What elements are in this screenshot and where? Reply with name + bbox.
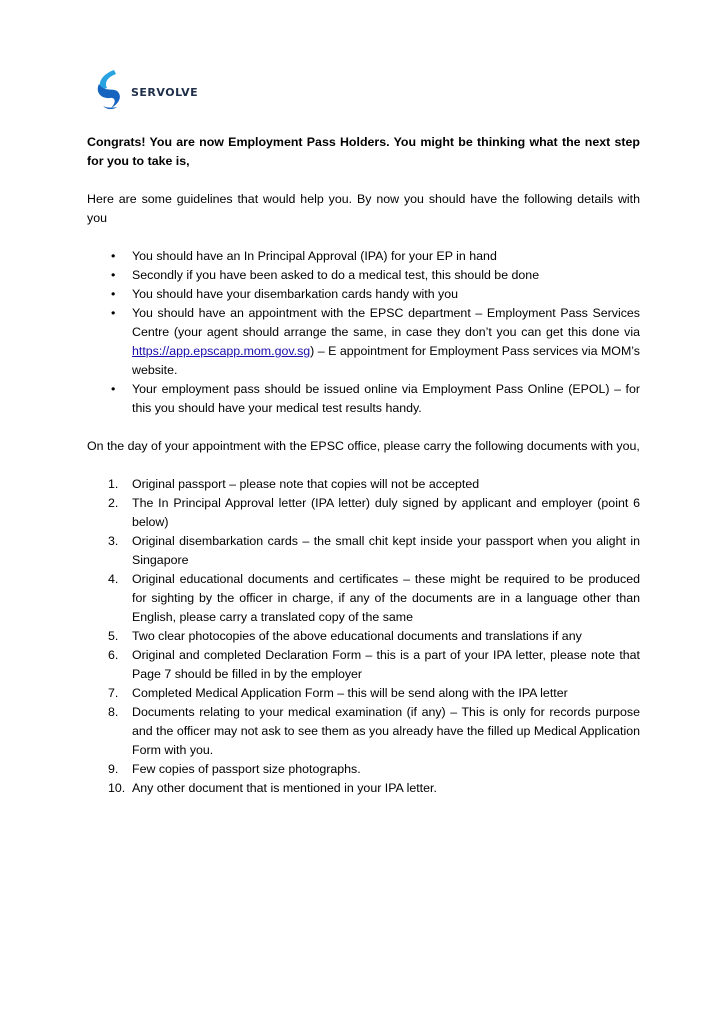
list-item: 2. The In Principal Approval letter (IPA letter) duly signed by applicant and employer (point 6 below) xyxy=(108,496,640,529)
list-item: • You should have an In Principal Approval (IPA) for your EP in hand xyxy=(87,247,640,266)
list-item: 6. Original and completed Declaration Form – this is a part of your IPA letter, please note that Page 7 should be filled in by the employer xyxy=(108,648,640,681)
list-item: 5. Two clear photocopies of the above educational documents and translations if any xyxy=(108,629,582,643)
list-item: 9. Few copies of passport size photographs. xyxy=(108,762,361,776)
appointment-paragraph: On the day of your appointment with the EPSC office, please carry the following documents with you, xyxy=(87,439,640,453)
list-item: 7. Completed Medical Application Form – this will be send along with the IPA letter xyxy=(108,686,568,700)
documents-list xyxy=(87,475,640,798)
list-item: • You should have your disembarkation cards handy with you xyxy=(87,285,640,304)
list-item: 8. Documents relating to your medical examination (if any) – This is only for records purpose and the officer may not ask to see them as you already have the filled up Medical Application Form with you. xyxy=(108,705,640,757)
epsc-appointment-link[interactable]: https://app.epscapp.mom.gov.sg xyxy=(132,344,311,358)
list-item: • You should have an appointment with the EPSC department – Employment Pass Services Centre (your agent should arrange the same, in case they don’t you can get this done via https://app.epscapp.mom.gov.sg) – E appointment for Employment Pass services via MOM’s website. xyxy=(87,304,640,380)
list-item: 1. Original passport – please note that copies will not be accepted xyxy=(108,477,480,491)
guidelines-list xyxy=(87,247,640,418)
list-item: • Your employment pass should be issued online via Employment Pass Online (EPOL) – for this you should have your medical test results handy. xyxy=(87,380,640,418)
list-item: 10. Any other document that is mentioned in your IPA letter. xyxy=(108,781,437,795)
list-item: • Secondly if you have been asked to do a medical test, this should be done xyxy=(87,266,640,285)
list-item: 4. Original educational documents and certificates – these might be required to be produced for sighting by the officer in charge, if any of the documents are in a language other than English, please carry a translated copy of the same xyxy=(108,572,640,624)
guidelines-paragraph: Here are some guidelines that would help you. By now you should have the following details with you xyxy=(87,192,640,225)
company-logo xyxy=(93,68,198,112)
document-body xyxy=(87,133,640,798)
servolve-logo-icon xyxy=(93,68,127,112)
list-item: 3. Original disembarkation cards – the small chit kept inside your passport when you alight in Singapore xyxy=(108,534,640,567)
intro-paragraph: Congrats! You are now Employment Pass Holders. You might be thinking what the next step for you to take is, xyxy=(87,135,640,168)
brand-name: SERVOLVE xyxy=(131,85,199,99)
